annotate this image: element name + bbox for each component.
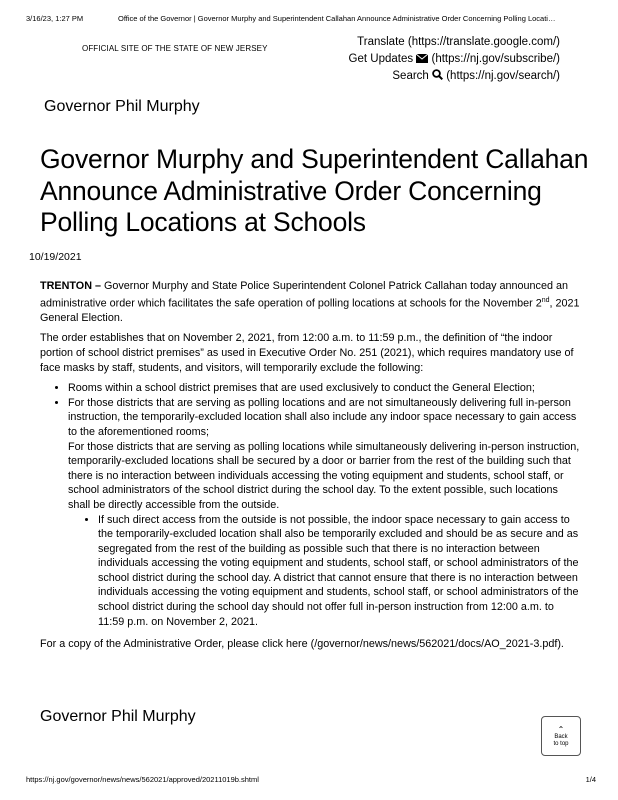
get-updates-url: (https://nj.gov/subscribe/) (431, 53, 560, 65)
back-to-top-label-2: to top (553, 741, 569, 747)
intro-text-end: , 2021 General Election. (40, 297, 580, 324)
footer-site-name[interactable]: Governor Phil Murphy (40, 708, 196, 725)
site-name-link[interactable]: Governor Phil Murphy (44, 98, 200, 115)
search-link[interactable] (349, 68, 560, 85)
back-to-top-button[interactable] (541, 716, 581, 756)
article-headline: Governor Murphy and Superintendent Callahan Announce Administrative Order Concerning Polling Locations at Schools (40, 144, 589, 237)
search-label: Search (392, 70, 429, 82)
utility-links (349, 34, 560, 85)
print-url: https://nj.gov/governor/news/news/562021/approved/20211019b.shtml (26, 775, 259, 784)
list-item (68, 396, 580, 630)
official-site-label: OFFICIAL SITE OF THE STATE OF NEW JERSEY (82, 44, 268, 53)
sub-list (68, 513, 580, 630)
intro-text: Governor Murphy and State Police Superintendent Colonel Patrick Callahan today announced an administrative order which facilitates the safe operation of polling locations at schools for the November 2 (40, 280, 568, 310)
exclusions-list (40, 381, 580, 629)
envelope-icon (416, 54, 428, 63)
print-page-title: Office of the Governor | Governor Murphy and Superintendent Callahan Announce Administrative Order Concerning Polling Locati… (118, 14, 556, 23)
dateline: TRENTON – (40, 280, 101, 292)
search-url: (https://nj.gov/search/) (446, 70, 560, 82)
print-page-number: 1/4 (585, 775, 596, 784)
intro-superscript: nd (541, 296, 550, 304)
intro-paragraph (40, 279, 580, 325)
get-updates-label: Get Updates (348, 53, 414, 65)
list-item: • Rooms within a school district premises that are used exclusively to conduct the General Election; (68, 381, 580, 396)
article-date: 10/19/2021 (29, 251, 82, 263)
list-item-text: For those districts that are serving as polling locations while simultaneously delivering in-person instruction, temporarily-excluded locations shall be secured by a door or barrier from the rest of the building such that there is no interaction between individuals accessing the voting equipment and students, school staff, or school administrators of the school district during the school day. To the extent possible, such locations shall be directly accessible from the outside. (68, 440, 580, 511)
translate-link[interactable]: Translate (https://translate.google.com/) (357, 36, 560, 48)
search-icon (432, 69, 443, 80)
article-body (40, 279, 580, 658)
get-updates-link[interactable] (349, 51, 560, 68)
back-to-top-label-1: Back (554, 734, 568, 740)
order-paragraph: The order establishes that on November 2, 2021, from 12:00 a.m. to 11:59 p.m., the definition of “the indoor portion of school district premises” as used in Executive Order No. 251 (2021), which requires mandatory use of face masks by staff, students, and visitors, will temporarily exclude the following: (40, 332, 574, 374)
list-item-text: • For those districts that are serving as polling locations and are not simultaneously delivering full in-person instruction, the temporarily-excluded location shall also include any indoor space necessary to gain access to the aforementioned rooms; (68, 396, 577, 438)
sub-list-item: • If such direct access from the outside is not possible, the indoor space necessary to gain access to the temporarily-excluded location shall also be temporarily excluded and should be as secure and as segregated from the rest of the building as possible such that there is no interaction between individuals accessing the voting equipment and students, school staff, or school administrators of the school district during the school day. A district that cannot ensure that there is no interaction between individuals accessing the voting equipment and students, school staff, or school administrators of the school district during the school day should not offer full in-person instruction from 12:00 a.m. to 11:59 p.m. on November 2, 2021. (98, 513, 580, 630)
chevron-up-icon: ⌃ (557, 725, 565, 734)
admin-order-link[interactable]: For a copy of the Administrative Order, please click here (/governor/news/news/562021/docs/AO_2021-3.pdf). (40, 638, 564, 651)
print-timestamp: 3/16/23, 1:27 PM (26, 14, 84, 23)
